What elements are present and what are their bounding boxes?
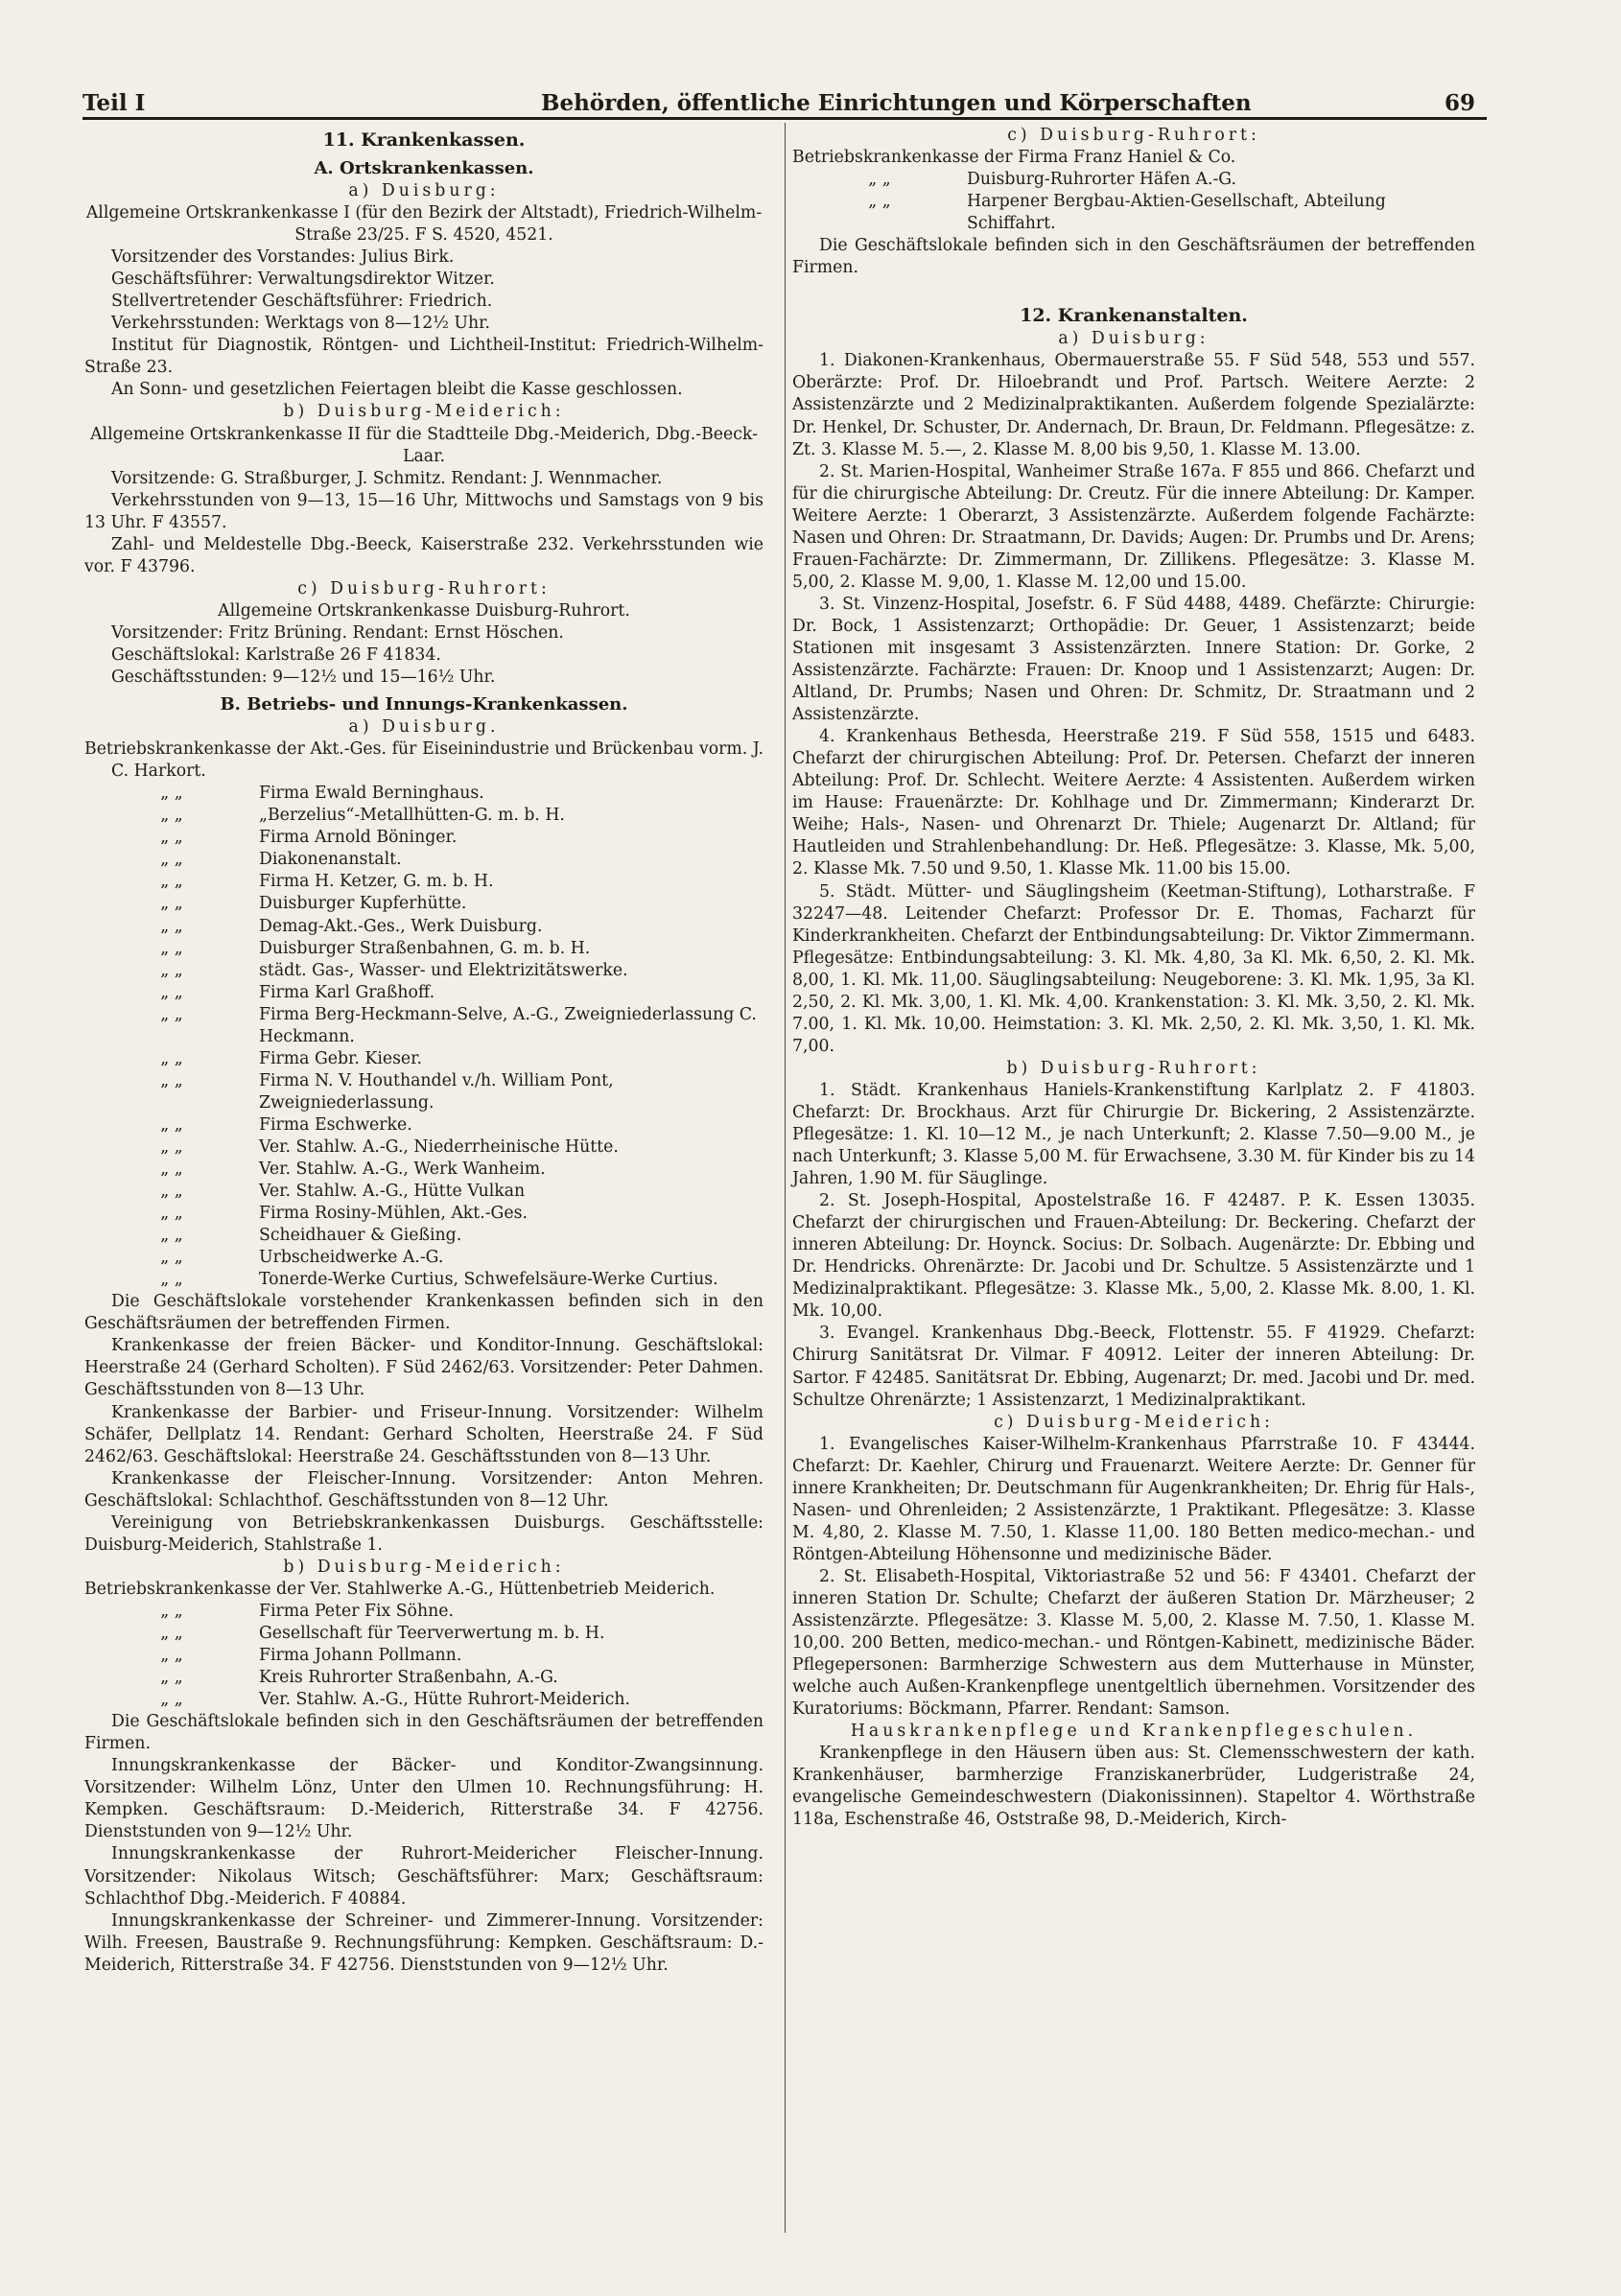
ditto-entry-text: Tonerde-Werke Curtius, Schwefelsäure-Werke Curtius.	[259, 1270, 718, 1290]
ditto-entry-text: Duisburg-Ruhrorter Häfen A.-G.	[967, 170, 1236, 190]
district-heading: b) Duisburg-Meiderich:	[283, 1557, 565, 1577]
paragraph: 1. Diakonen-Krankenhaus, Obermauerstraße 55. F Süd 548, 553 und 557. Oberärzte: Prof. Dr. Hiloebrandt und Prof. Partsch. Weitere Aerzte: 2 Assistenzärzte und 2 Medizinalpraktikanten. Außerdem folgende Spezialärzte: Dr. Henkel, Dr. Schuster, Dr. Andernach, Dr. Braun, Dr. Feldmann. Pflegesätze: z. Zt. 3. Klasse M. 5.—, 2. Klasse M. 8,00 bis 9,50, 1. Klasse M. 13.00.	[792, 351, 1475, 459]
ditto-entry	[84, 1269, 764, 1291]
centered-entry: Allgemeine Ortskrankenkasse Duisburg-Ruhrort.	[218, 600, 630, 621]
district-heading: Hauskrankenpflege und Krankenpflegeschulen.	[850, 1722, 1418, 1742]
ditto-mark: „ „	[160, 916, 183, 936]
ditto-mark: „ „	[160, 894, 183, 914]
ditto-entry-text: Harpener Bergbau-Aktien-Gesellschaft, Abteilung Schiffahrt.	[967, 192, 1386, 234]
ditto-entry	[84, 1645, 764, 1667]
district-heading: b) Duisburg-Meiderich:	[283, 402, 565, 422]
ditto-entry-text: Firma Eschwerke.	[259, 1114, 412, 1135]
ditto-mark: „ „	[160, 1160, 183, 1180]
ditto-mark: „ „	[160, 1690, 183, 1710]
ditto-mark: „ „	[160, 1226, 183, 1246]
paragraph: Vorsitzender: Fritz Brüning. Rendant: Ernst Höschen.	[111, 622, 564, 643]
ditto-entry	[84, 1601, 764, 1623]
paragraph: Verkehrsstunden: Werktags von 8—12½ Uhr.	[111, 314, 490, 334]
paragraph: Geschäftsführer: Verwaltungsdirektor Witzer.	[111, 269, 495, 290]
paragraph: An Sonn- und gesetzlichen Feiertagen bleibt die Kasse geschlossen.	[111, 380, 683, 400]
ditto-entry	[84, 1181, 764, 1203]
ditto-mark: „ „	[160, 784, 183, 804]
district-heading: c) Duisburg-Ruhrort:	[1007, 126, 1260, 145]
header-section-label: Teil I	[82, 90, 146, 116]
paragraph: Innungskrankenkasse der Ruhrort-Meidericher Fleischer-Innung. Vorsitzender: Nikolaus Witsch; Geschäftsführer: Marx; Geschäftsraum: Schlachthof Dbg.-Meiderich. F 40884.	[84, 1844, 764, 1909]
ditto-entry	[84, 1203, 764, 1225]
ditto-entry-text: Firma Arnold Böninger.	[259, 828, 458, 848]
ditto-mark: „ „	[160, 1114, 183, 1135]
page-number: 69	[1444, 90, 1475, 116]
paragraph: Innungskrankenkasse der Bäcker- und Konditor-Zwangsinnung. Vorsitzender: Wilhelm Lönz, Unter den Ulmen 10. Rechnungsführung: H. Kempken. Geschäftsraum: D.-Meiderich, Ritterstraße 34. F 42756. Dienststunden von 9—12½ Uhr.	[84, 1756, 764, 1842]
ditto-entry-text: Urbscheidwerke A.-G.	[259, 1248, 444, 1268]
ditto-entry	[84, 1159, 764, 1181]
ditto-entry	[84, 1004, 764, 1048]
paragraph: Die Geschäftslokale vorstehender Krankenkassen befinden sich in den Geschäftsräumen der betreffenden Firmen.	[84, 1292, 764, 1334]
ditto-entry	[84, 982, 764, 1004]
ditto-entry	[84, 783, 764, 805]
district-heading: a) Duisburg.	[348, 717, 500, 738]
entry-heading: Betriebskrankenkasse der Akt.-Ges. für Eiseinindustrie und Brückenbau vorm. J. C. Harkort.	[84, 739, 764, 782]
ditto-entry-text: Duisburger Straßenbahnen, G. m. b. H.	[259, 938, 591, 958]
ditto-mark: „ „	[160, 1136, 183, 1157]
paragraph: Zahl- und Meldestelle Dbg.-Beeck, Kaiserstraße 232. Verkehrsstunden wie vor. F 43796.	[84, 534, 764, 576]
ditto-entry	[84, 916, 764, 938]
ditto-entry	[84, 1667, 764, 1689]
ditto-entry-text: Demag-Akt.-Ges., Werk Duisburg.	[259, 916, 543, 936]
paragraph: Krankenkasse der freien Bäcker- und Konditor-Innung. Geschäftslokal: Heerstraße 24 (Gerhard Scholten). F Süd 2462/63. Vorsitzender: Peter Dahmen. Geschäftsstunden von 8—13 Uhr.	[84, 1336, 764, 1400]
ditto-entry-text: Firma Peter Fix Söhne.	[259, 1601, 454, 1621]
ditto-entry	[84, 849, 764, 871]
ditto-entry	[84, 893, 764, 915]
ditto-entry-text: städt. Gas-, Wasser- und Elektrizitätswerke.	[259, 960, 628, 980]
ditto-entry-text: Firma Ewald Berninghaus.	[259, 784, 484, 804]
ditto-entry	[84, 871, 764, 893]
ditto-mark: „ „	[160, 1248, 183, 1268]
ditto-entry-text: Diakonenanstalt.	[259, 850, 402, 870]
ditto-mark: „ „	[160, 850, 183, 870]
ditto-entry-text: Firma Karl Graßhoff.	[259, 982, 435, 1002]
subsection-heading: B. Betriebs- und Innungs-Krankenkassen.	[220, 694, 628, 715]
paragraph: 1. Evangelisches Kaiser-Wilhelm-Krankenhaus Pfarrstraße 10. F 43444. Chefarzt: Dr. Kaehler, Chirurg und Frauenarzt. Weitere Aerzte: Dr. Genner für innere Krankheiten; Dr. Deutschmann für Augenkrankheiten; Dr. Ehrig für Hals-, Nasen- und Ohrenleiden; 2 Assistenzärzte, 1 Praktikant. Pflegesätze: 3. Klasse M. 4,80, 2. Klasse M. 7.50, 1. Klasse 11,00. 180 Betten medico-mechan.- und Röntgen-Abteilung Höhensonne und medizinische Bäder.	[792, 1434, 1475, 1564]
paragraph: Vorsitzender des Vorstandes: Julius Birk.	[111, 247, 455, 268]
ditto-entry	[84, 938, 764, 960]
paragraph: Institut für Diagnostik, Röntgen- und Lichtheil-Institut: Friedrich-Wilhelm-Straße 23.	[84, 336, 764, 378]
ditto-mark: „ „	[160, 828, 183, 848]
ditto-entry-text: Scheidhauer & Gießing.	[259, 1226, 462, 1246]
ditto-entry-text: „Berzelius“-Metallhütten-G. m. b. H.	[259, 806, 565, 826]
ditto-mark: „ „	[868, 170, 891, 190]
paragraph: Die Geschäftslokale befinden sich in den Geschäftsräumen der betreffenden Firmen.	[792, 236, 1475, 278]
ditto-mark: „ „	[160, 872, 183, 892]
ditto-entry-text: Duisburger Kupferhütte.	[259, 894, 467, 914]
paragraph: 2. St. Elisabeth-Hospital, Viktoriastraße 52 und 56: F 43401. Chefarzt der inneren Station Dr. Schulte; Chefarzt der äußeren Station Dr. Märzheuser; 2 Assistenzärzte. Pflegesätze: 3. Klasse M. 5,00, 2. Klasse M. 7.50, 1. Klasse M. 10,00. 200 Betten, medico-mechan.- und Röntgen-Kabinett, medizinische Bäder. Pflegepersonen: Barmherzige Schwestern aus dem Mutterhause in Münster, welche auch Außen-Krankenpflege unentgeltlich übernehmen. Vorsitzender des Kuratoriums: Böckmann, Pfarrer. Rendant: Samson.	[792, 1566, 1475, 1720]
ditto-entry-text: Firma Gebr. Kieser.	[259, 1048, 423, 1068]
ditto-entry	[84, 827, 764, 849]
ditto-entry	[792, 191, 1475, 235]
centered-entry: Allgemeine Ortskrankenkasse II für die Stadtteile Dbg.-Meiderich, Dbg.-Beeck-Laar.	[90, 424, 758, 466]
ditto-mark: „ „	[160, 960, 183, 980]
ditto-mark: „ „	[160, 1601, 183, 1621]
entry-heading: Betriebskrankenkasse der Ver. Stahlwerke A.-G., Hüttenbetrieb Meiderich.	[84, 1579, 716, 1599]
ditto-entry	[792, 169, 1475, 191]
entry-heading: Betriebskrankenkasse der Firma Franz Haniel & Co.	[792, 148, 1236, 168]
paragraph: Krankenkasse der Barbier- und Friseur-Innung. Vorsitzender: Wilhelm Schäfer, Dellplatz 14. Rendant: Gerhard Scholten, Heerstraße 24. F Süd 2462/63. Geschäftslokal: Heerstraße 24. Geschäftsstunden von 8—13 Uhr.	[84, 1402, 764, 1466]
ditto-entry	[84, 1247, 764, 1269]
paragraph: 2. St. Marien-Hospital, Wanheimer Straße 167a. F 855 und 866. Chefarzt und für die chirurgische Abteilung: Dr. Creutz. Für die innere Abteilung: Dr. Kamper. Weitere Aerzte: 1 Oberarzt, 3 Assistenzärzte. Außerdem folgende Fachärzte: Nasen und Ohren: Dr. Straatmann, Dr. Davids; Augen: Dr. Prumbs und Dr. Arens; Frauen-Fachärzte: Dr. Zimmermann, Dr. Zillikens. Pflegesätze: 3. Klasse M. 5,00, 2. Klasse M. 9,00, 1. Klasse M. 12,00 und 15.00.	[792, 461, 1476, 592]
paragraph: 5. Städt. Mütter- und Säuglingsheim (Keetman-Stiftung), Lotharstraße. F 32247—48. Leitender Chefarzt: Professor Dr. E. Thomas, Facharzt für Kinderkrankheiten. Chefarzt der Entbindungsabteilung: Dr. Viktor Zimmermann. Pflegesätze: Entbindungsabteilung: 3. Kl. Mk. 4,80, 3a Kl. Mk. 6,50, 2. Kl. Mk. 8,00, 1. Kl. Mk. 11,00. Säuglingsabteilung: Neugeborene: 3. Kl. Mk. 1,95, 3a Kl. 2,50, 2. Kl. Mk. 3,00, 1. Kl. Mk. 4,00. Krankenstation: 3. Kl. Mk. 3,50, 2. Kl. Mk. 7.00, 1. Kl. Mk. 10,00. Heimstation: 3. Kl. Mk. 2,50, 2. Kl. Mk. 3,50, 1. Kl. Mk. 7,00.	[792, 881, 1475, 1056]
ditto-entry-text: Firma Rosiny-Mühlen, Akt.-Ges.	[259, 1204, 528, 1224]
ditto-mark: „ „	[160, 1182, 183, 1202]
paragraph: 4. Krankenhaus Bethesda, Heerstraße 219. F Süd 558, 1515 und 6483. Chefarzt der chirurgischen Abteilung: Prof. Dr. Petersen. Chefarzt der inneren Abteilung: Prof. Dr. Schlecht. Weitere Aerzte: 4 Assistenten. Außerdem wirken im Hause: Frauenärzte: Dr. Kohlhage und Dr. Zimmermann; Kinderarzt Dr. Weihe; Hals-, Nasen- und Ohrenarzt Dr. Thiele; Augenarzt Dr. Altland; für Hautleiden und Strahlenbehandlung: Dr. Heß. Pflegesätze: 3. Klasse, Mk. 5,00, 2. Klasse Mk. 7.50 und 9.50, 1. Klasse Mk. 11.00 bis 15.00.	[792, 727, 1475, 879]
header-title: Behörden, öffentliche Einrichtungen und Körperschaften	[541, 90, 1252, 116]
right-column	[792, 125, 1475, 1832]
paragraph: Innungskrankenkasse der Schreiner- und Zimmerer-Innung. Vorsitzender: Wilh. Freesen, Baustraße 9. Rechnungsführung: Kempken. Geschäftsraum: D.-Meiderich, Ritterstraße 34. F 42756. Dienststunden von 9—12½ Uhr.	[84, 1910, 764, 1975]
ditto-entry-text: Ver. Stahlw. A.-G., Werk Wanheim.	[259, 1160, 546, 1180]
paragraph: Vorsitzende: G. Straßburger, J. Schmitz. Rendant: J. Wennmacher.	[111, 468, 663, 488]
centered-entry: Allgemeine Ortskrankenkasse I (für den Bezirk der Altstadt), Friedrich-Wilhelm-Straße 23/25. F S. 4520, 4521.	[85, 203, 763, 246]
district-heading: a) Duisburg:	[348, 181, 500, 200]
paragraph: Geschäftslokal: Karlstraße 26 F 41834.	[111, 644, 441, 665]
district-heading: b) Duisburg-Ruhrort:	[1006, 1058, 1261, 1078]
ditto-entry-text: Ver. Stahlw. A.-G., Niederrheinische Hütte.	[259, 1136, 619, 1157]
ditto-entry-text: Gesellschaft für Teerverwertung m. b. H.	[259, 1624, 605, 1643]
ditto-mark: „ „	[160, 1004, 183, 1024]
ditto-mark: „ „	[160, 806, 183, 826]
paragraph: Verkehrsstunden von 9—13, 15—16 Uhr, Mittwochs und Samstags von 9 bis 13 Uhr. F 43557.	[84, 490, 764, 532]
ditto-entry	[84, 805, 764, 827]
ditto-mark: „ „	[160, 982, 183, 1002]
section-heading: 11. Krankenkassen.	[322, 129, 526, 151]
ditto-entry-text: Kreis Ruhrorter Straßenbahn, A.-G.	[259, 1668, 558, 1688]
district-heading: c) Duisburg-Ruhrort:	[297, 578, 551, 598]
ditto-entry	[84, 1623, 764, 1645]
paragraph: Die Geschäftslokale befinden sich in den Geschäftsräumen der betreffenden Firmen.	[84, 1712, 764, 1754]
ditto-mark: „ „	[160, 1646, 183, 1666]
ditto-entry-text: Ver. Stahlw. A.-G., Hütte Ruhrort-Meiderich.	[259, 1690, 631, 1710]
ditto-entry	[84, 960, 764, 982]
district-heading: a) Duisburg:	[1058, 329, 1210, 349]
paragraph: 3. St. Vinzenz-Hospital, Josefstr. 6. F Süd 4488, 4489. Chefärzte: Chirurgie: Dr. Bock, 1 Assistenzarzt; Orthopädie: Dr. Geuer, 1 Assistenzarzt; beide Stationen mit insgesamt 3 Assistenzärzten. Innere Station: Dr. Gorke, 2 Assistenzärzte. Fachärzte: Frauen: Dr. Knoop und 1 Assistenzarzt; Augen: Dr. Altland, Dr. Prumbs; Nasen und Ohren: Dr. Schmitz, Dr. Straatmann und 2 Assistenzärzte.	[792, 594, 1475, 725]
district-heading: c) Duisburg-Meiderich:	[994, 1412, 1274, 1432]
ditto-entry-text: Firma Berg-Heckmann-Selve, A.-G., Zweigniederlassung C. Heckmann.	[259, 1004, 757, 1046]
ditto-entry	[84, 1225, 764, 1247]
ditto-entry	[84, 1114, 764, 1136]
paragraph: Krankenpflege in den Häusern üben aus: St. Clemensschwestern der kath. Krankenhäuser, barmherzige Franziskanerbrüder, Ludgeristraße 24, evangelische Gemeindeschwestern (Diakonissinnen). Stapeltor 4. Wörthstraße 118a, Eschenstraße 46, Oststraße 98, D.-Meiderich, Kirch-	[792, 1744, 1475, 1830]
paragraph: Vereinigung von Betriebskrankenkassen Duisburgs. Geschäftsstelle: Duisburg-Meiderich, Stahlstraße 1.	[84, 1512, 764, 1555]
ditto-mark: „ „	[160, 1270, 183, 1290]
ditto-entry	[84, 1136, 764, 1159]
paragraph: Krankenkasse der Fleischer-Innung. Vorsitzender: Anton Mehren. Geschäftslokal: Schlachthof. Geschäftsstunden von 8—12 Uhr.	[84, 1468, 764, 1511]
subsection-heading: A. Ortskrankenkassen.	[314, 158, 534, 178]
ditto-entry-text: Firma H. Ketzer, G. m. b. H.	[259, 872, 494, 892]
ditto-mark: „ „	[160, 1668, 183, 1688]
paragraph: 3. Evangel. Krankenhaus Dbg.-Beeck, Flottenstr. 55. F 41929. Chefarzt: Chirurg Sanitätsrat Dr. Vilmar. F 40912. Leiter der inneren Abteilung: Dr. Sartor. F 42485. Sanitätsrat Dr. Ebbing, Augenarzt; Dr. med. Jacobi und Dr. med. Schultze Ohrenärzte; 1 Assistenzarzt, 1 Medizinalpraktikant.	[792, 1324, 1475, 1410]
spacer	[792, 279, 1475, 300]
paragraph: Stellvertretender Geschäftsführer: Friedrich.	[111, 292, 493, 312]
paragraph: 2. St. Joseph-Hospital, Apostelstraße 16. F 42487. P. K. Essen 13035. Chefarzt der chirurgischen und Frauen-Abteilung: Dr. Beckering. Chefarzt der inneren Abteilung: Dr. Hoynck. Socius: Dr. Solbach. Augenärzte: Dr. Ebbing und Dr. Hendricks. Ohrenärzte: Dr. Jacobi und Dr. Schultze. 5 Assistenzärzte und 1 Medizinalpraktikant. Pflegesätze: 3. Klasse Mk., 5,00, 2. Klasse Mk. 8.00, 1. Kl. Mk. 10,00.	[792, 1191, 1475, 1322]
ditto-mark: „ „	[160, 1048, 183, 1068]
ditto-mark: „ „	[868, 192, 891, 212]
ditto-entry-text: Ver. Stahlw. A.-G., Hütte Vulkan	[259, 1182, 526, 1202]
ditto-entry	[84, 1689, 764, 1711]
running-header	[82, 88, 1487, 121]
paragraph: 1. Städt. Krankenhaus Haniels-Krankenstiftung Karlplatz 2. F 41803. Chefarzt: Dr. Brockhaus. Arzt für Chirurgie Dr. Bickering, 2 Assistenzärzte. Pflegesätze: 1. Kl. 10—12 M., je nach Unterkunft; 2. Klasse 7.50—9.00 M., je nach Unterkunft; 3. Klasse 5,00 M. für Erwachsene, 3.30 M. für Kinder bis zu 14 Jahren, 1.90 M. für Säuglinge.	[792, 1080, 1475, 1189]
ditto-entry-text: Firma Johann Pollmann.	[259, 1646, 462, 1666]
ditto-entry-text: Firma N. V. Houthandel v./h. William Pont, Zweigniederlassung.	[259, 1070, 614, 1113]
ditto-entry	[84, 1070, 764, 1114]
ditto-mark: „ „	[160, 1204, 183, 1224]
header-rule	[82, 117, 1487, 120]
ditto-mark: „ „	[160, 938, 183, 958]
section-heading: 12. Krankenanstalten.	[1020, 305, 1248, 327]
left-column	[84, 125, 764, 1977]
ditto-mark: „ „	[160, 1070, 183, 1090]
ditto-mark: „ „	[160, 1624, 183, 1643]
paragraph: Geschäftsstunden: 9—12½ und 15—16½ Uhr.	[111, 668, 496, 688]
ditto-entry	[84, 1048, 764, 1070]
column-divider	[785, 123, 786, 2233]
